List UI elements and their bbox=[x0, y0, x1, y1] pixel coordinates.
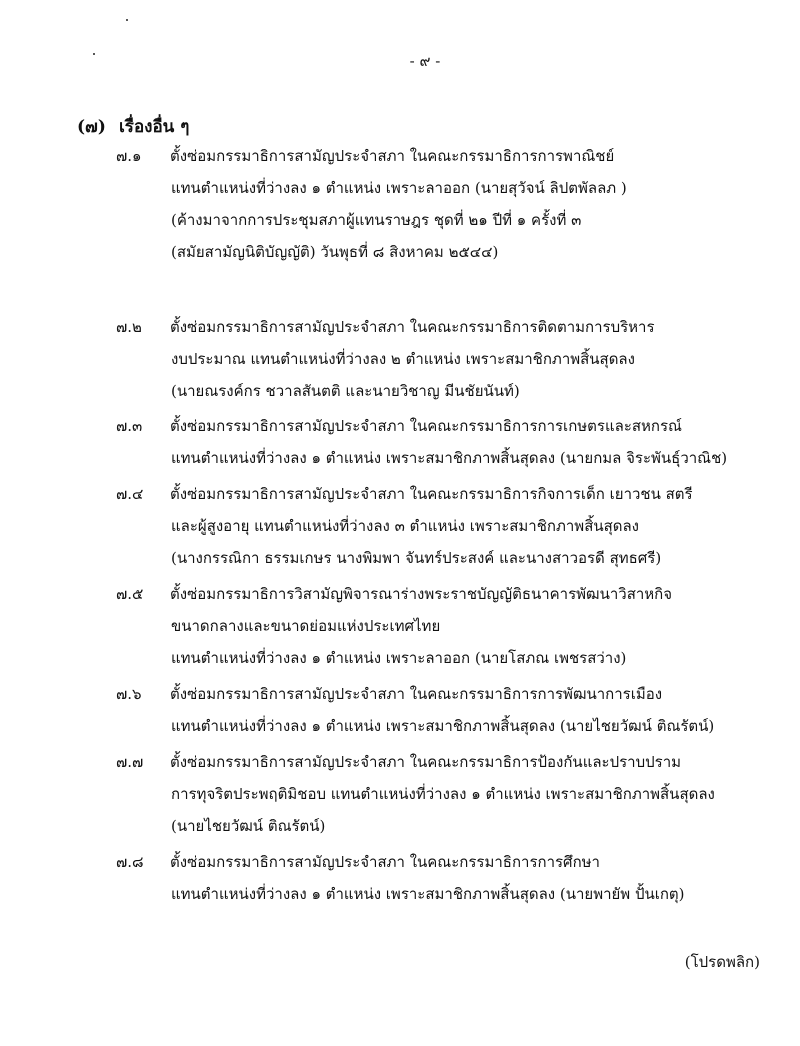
agenda-item-7-2 bbox=[116, 311, 776, 407]
item-line: ตั้งซ่อมกรรมาธิการสามัญประจำสภา ในคณะกรรมาธิการการพัฒนาการเมือง bbox=[170, 685, 663, 703]
item-line: (นายณรงค์กร ชวาลสันตติ และนายวิชาญ มีนชัยนันท์) bbox=[171, 382, 520, 400]
agenda-item-7-5 bbox=[116, 578, 776, 674]
agenda-item-7-4 bbox=[116, 478, 776, 574]
item-line: แทนตำแหน่งที่ว่างลง ๑ ตำแหน่ง เพราะสมาชิกภาพสิ้นสุดลง (นายไชยวัฒน์ ติณรัตน์) bbox=[171, 717, 715, 735]
item-line: (สมัยสามัญนิติบัญญัติ) วันพุธที่ ๘ สิงหาคม ๒๕๔๔) bbox=[171, 243, 499, 261]
item-line: แทนตำแหน่งที่ว่างลง ๑ ตำแหน่ง เพราะสมาชิกภาพสิ้นสุดลง (นายกมล จิระพันธุ์วาณิช) bbox=[171, 449, 728, 467]
section-number: (๗) bbox=[77, 117, 106, 137]
item-line: ตั้งซ่อมกรรมาธิการสามัญประจำสภา ในคณะกรรมาธิการติดตามการบริหาร bbox=[170, 318, 655, 336]
please-turn-over-note: (โปรดพลิก) bbox=[684, 953, 760, 971]
item-line: ตั้งซ่อมกรรมาธิการสามัญประจำสภา ในคณะกรรมาธิการการศึกษา bbox=[170, 853, 600, 871]
item-line: (นายไชยวัฒน์ ติณรัตน์) bbox=[171, 817, 326, 835]
item-number: ๗.๗ bbox=[116, 753, 144, 771]
item-number: ๗.๖ bbox=[116, 685, 142, 703]
section-title: เรื่องอื่น ๆ bbox=[119, 117, 190, 137]
agenda-item-7-7 bbox=[116, 746, 776, 842]
item-number: ๗.๓ bbox=[116, 417, 143, 435]
item-number: ๗.๘ bbox=[116, 853, 144, 871]
agenda-item-7-3 bbox=[116, 410, 776, 474]
item-line: ขนาดกลางและขนาดย่อมแห่งประเทศไทย bbox=[171, 617, 441, 635]
item-line: แทนตำแหน่งที่ว่างลง ๑ ตำแหน่ง เพราะสมาชิกภาพสิ้นสุดลง (นายพายัพ ปั้นเกตุ) bbox=[171, 885, 685, 903]
item-line: ตั้งซ่อมกรรมาธิการวิสามัญพิจารณาร่างพระราชบัญญัติธนาคารพัฒนาวิสาหกิจ bbox=[170, 585, 673, 603]
page-number: - ๙ - bbox=[409, 52, 441, 70]
item-line: แทนตำแหน่งที่ว่างลง ๑ ตำแหน่ง เพราะลาออก (นายโสภณ เพชรสว่าง) bbox=[171, 649, 627, 667]
item-line: แทนตำแหน่งที่ว่างลง ๑ ตำแหน่ง เพราะลาออก (นายสุวัจน์ ลิปตพัลลภ ) bbox=[171, 179, 627, 197]
item-line: ตั้งซ่อมกรรมาธิการสามัญประจำสภา ในคณะกรรมาธิการการเกษตรและสหกรณ์ bbox=[170, 417, 682, 435]
agenda-item-7-6 bbox=[116, 678, 776, 742]
agenda-item-7-1 bbox=[116, 140, 776, 268]
item-number: ๗.๒ bbox=[116, 318, 142, 336]
item-line: การทุจริตประพฤติมิชอบ แทนตำแหน่งที่ว่างลง ๑ ตำแหน่ง เพราะสมาชิกภาพสิ้นสุดลง bbox=[171, 785, 715, 803]
item-number: ๗.๔ bbox=[116, 485, 144, 503]
item-line: ตั้งซ่อมกรรมาธิการสามัญประจำสภา ในคณะกรรมาธิการป้องกันและปราบปราม bbox=[170, 753, 682, 771]
item-line: (นางกรรณิกา ธรรมเกษร นางพิมพา จันทร์ประสงค์ และนางสาวอรดี สุทธศรี) bbox=[171, 549, 662, 567]
item-number: ๗.๕ bbox=[116, 585, 144, 603]
scan-speck bbox=[126, 19, 128, 21]
item-number: ๗.๑ bbox=[116, 147, 142, 165]
section-heading bbox=[77, 113, 189, 140]
item-line: (ค้างมาจากการประชุมสภาผู้แทนราษฎร ชุดที่ ๒๑ ปีที่ ๑ ครั้งที่ ๓ bbox=[171, 211, 582, 229]
item-line: งบประมาณ แทนตำแหน่งที่ว่างลง ๒ ตำแหน่ง เพราะสมาชิกภาพสิ้นสุดลง bbox=[171, 350, 635, 368]
agenda-item-7-8 bbox=[116, 846, 776, 910]
item-line: และผู้สูงอายุ แทนตำแหน่งที่ว่างลง ๓ ตำแหน่ง เพราะสมาชิกภาพสิ้นสุดลง bbox=[171, 517, 640, 535]
item-line: ตั้งซ่อมกรรมาธิการสามัญประจำสภา ในคณะกรรมาธิการกิจการเด็ก เยาวชน สตรี bbox=[170, 485, 693, 503]
item-line: ตั้งซ่อมกรรมาธิการสามัญประจำสภา ในคณะกรรมาธิการการพาณิชย์ bbox=[170, 147, 615, 165]
